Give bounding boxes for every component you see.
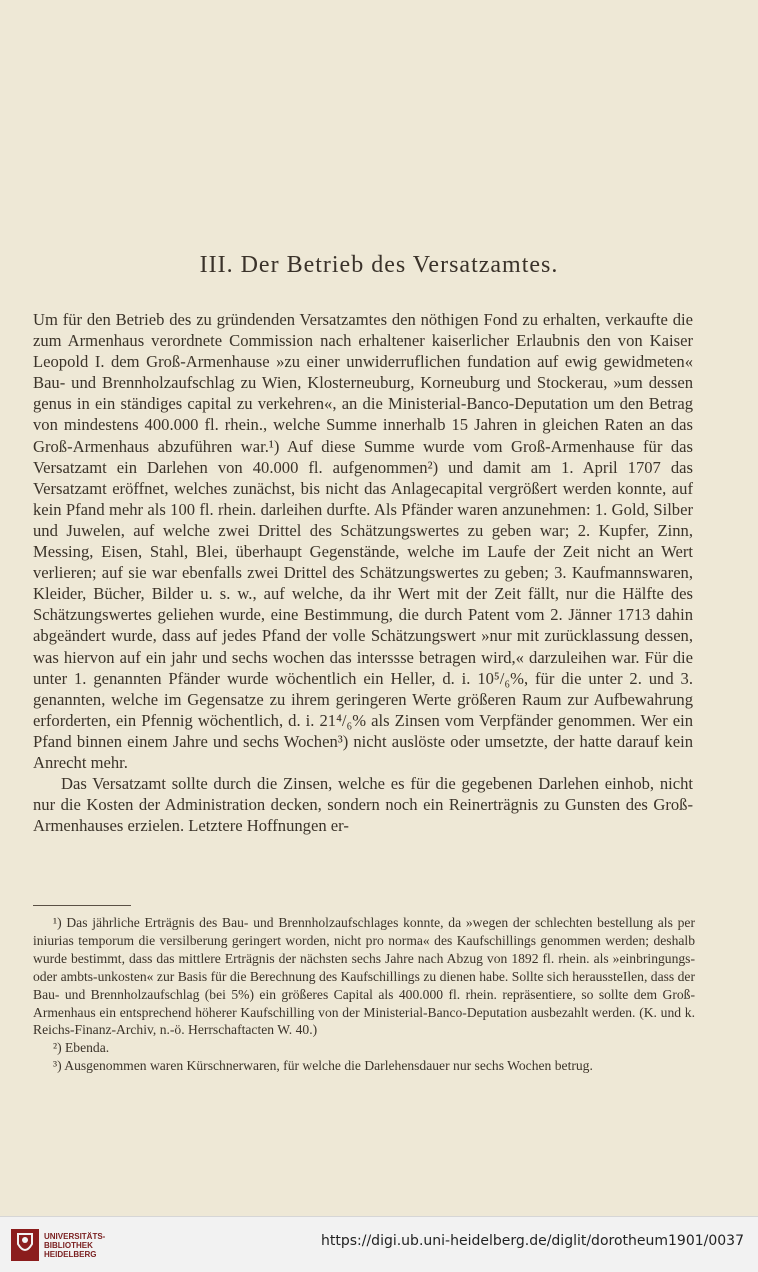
- footnotes: [33, 914, 695, 1075]
- footnote-3: ³) Ausgenommen waren Kürschnerwaren, für welche die Darlehensdauer nur sechs Wochen betrug.: [53, 1058, 593, 1074]
- library-logo-text: UNIVERSITÄTS- BIBLIOTHEK HEIDELBERG: [44, 1232, 106, 1259]
- paragraph-2: Das Versatzamt sollte durch die Zinsen, welche es für die gegebenen Darlehen einhob, nicht nur die Kosten der Administration decken, sondern noch ein Reinerträgnis zu Gunsten des Groß-Armenhauses erzielen. Letztere Hoffnungen er-: [33, 774, 693, 836]
- body-text: [33, 309, 693, 836]
- footnote-rule: [33, 905, 131, 906]
- footnote-2: ²) Ebenda.: [53, 1040, 110, 1056]
- footnote-1: ¹) Das jährliche Erträgnis des Bau- und Brennholzaufschlages konnte, da »wegen der schlechten bestellung als per iniurias temporum die versilberung geringert worden, nicht pro norma« des Kaufschillings genommen werden; deshalb wurde bestimmt, dass das mittlere Erträgnis der nächsten sechs Jahre nach Abzug von 1892 fl. rhein. als »einbringungs- oder ambts-unkosten« zur Basis für die Berechnung des Kaufschillings zu dienen habe. Sollte sich heraussteIlen, dass der Bau- und Brennholzaufschlag (bei 5%) ein größeres Capital als 400.000 fl. rhein. repräsentiere, so sollte dem Groß-Armenhaus ein entsprechend höherer Kaufschilling von der Ministerial-Banco-Deputation ausbezahlt werden. (K. und k. Reichs-Finanz-Archiv, n.-ö. Herrschaftacten W. 40.): [33, 915, 695, 1038]
- page-url-link[interactable]: https://digi.ub.uni-heidelberg.de/diglit/dorotheum1901/0037: [321, 1233, 744, 1249]
- paragraph-1: Um für den Betrieb des zu gründenden Versatzamtes den nöthigen Fond zu erhalten, verkaufte die zum Armenhaus verordnete Commission nach erhaltener kaiserlicher Erlaubnis den von Kaiser Leopold I. dem Groß-Armenhause »zu einer unwiderruflichen fundation auf ewig gewidmeten« Bau- und Brennholzaufschlag zu Wien, Klosterneuburg, Korneuburg und Stockerau, »um dessen genus in ein ständiges capital zu verkehren«, an die Ministerial-Banco-Deputation um den Betrag von mindestens 400.000 fl. rhein., welche Summe innerhalb 15 Jahren in gleichen Raten an das Groß-Armenhaus abzuführen war.¹) Auf diese Summe wurde vom Groß-Armenhause für das Versatzamt ein Darlehen von 40.000 fl. aufgenommen²) und damit am 1. April 1707 das Versatzamt eröffnet, welches zunächst, bis nicht das Anlagecapital vergrößert werden konnte, auf kein Pfand mehr als 100 fl. rhein. darleihen durfte. Als Pfänder waren anzunehmen: 1. Gold, Silber und Juwelen, auf welche zwei Drittel des Schätzungswertes zu geben war; 2. Kupfer, Zinn, Messing, Eisen, Stahl, Blei, überhaupt Gegenstände, welche im Laufe der Zeit nicht an Wert verlieren; auf sie war ebenfalls zwei Drittel des Schätzungswertes zu geben; 3. Kaufmannswaren, Kleider, Bücher, Bilder u. s. w., auf welche, da ihr Wert mit der Zeit fällt, nur die Hälfte des Schätzungswertes geliehen wurde, eine Bestimmung, die durch Patent vom 2. Jänner 1713 dahin abgeändert wurde, dass auf jedes Pfand der volle Schätzungswert »nur mit zurücklassung dessen, was hiervon auf ein jahr und sechs wochen das interssse betragen wird,« darzuleihen war. Für die unter 1. genannten Pfänder wurde wöchentlich ein Heller, d. i. 10⁵/₆%, für die unter 2. und 3. genannten, welche im Gegensatze zu ihrem geringeren Werte größeren Raum zur Aufbewahrung erforderten, ein Pfennig wöchentlich, d. i. 21⁴/₆% als Zinsen vom Verpfänder genommen. Wer ein Pfand binnen einem Jahre und sechs Wochen³) nicht auslöste oder umsetzte, der hatte darauf kein Anrecht mehr.: [33, 310, 693, 772]
- chapter-heading: III. Der Betrieb des Versatzamtes.: [199, 252, 559, 278]
- university-seal-icon: [10, 1228, 40, 1262]
